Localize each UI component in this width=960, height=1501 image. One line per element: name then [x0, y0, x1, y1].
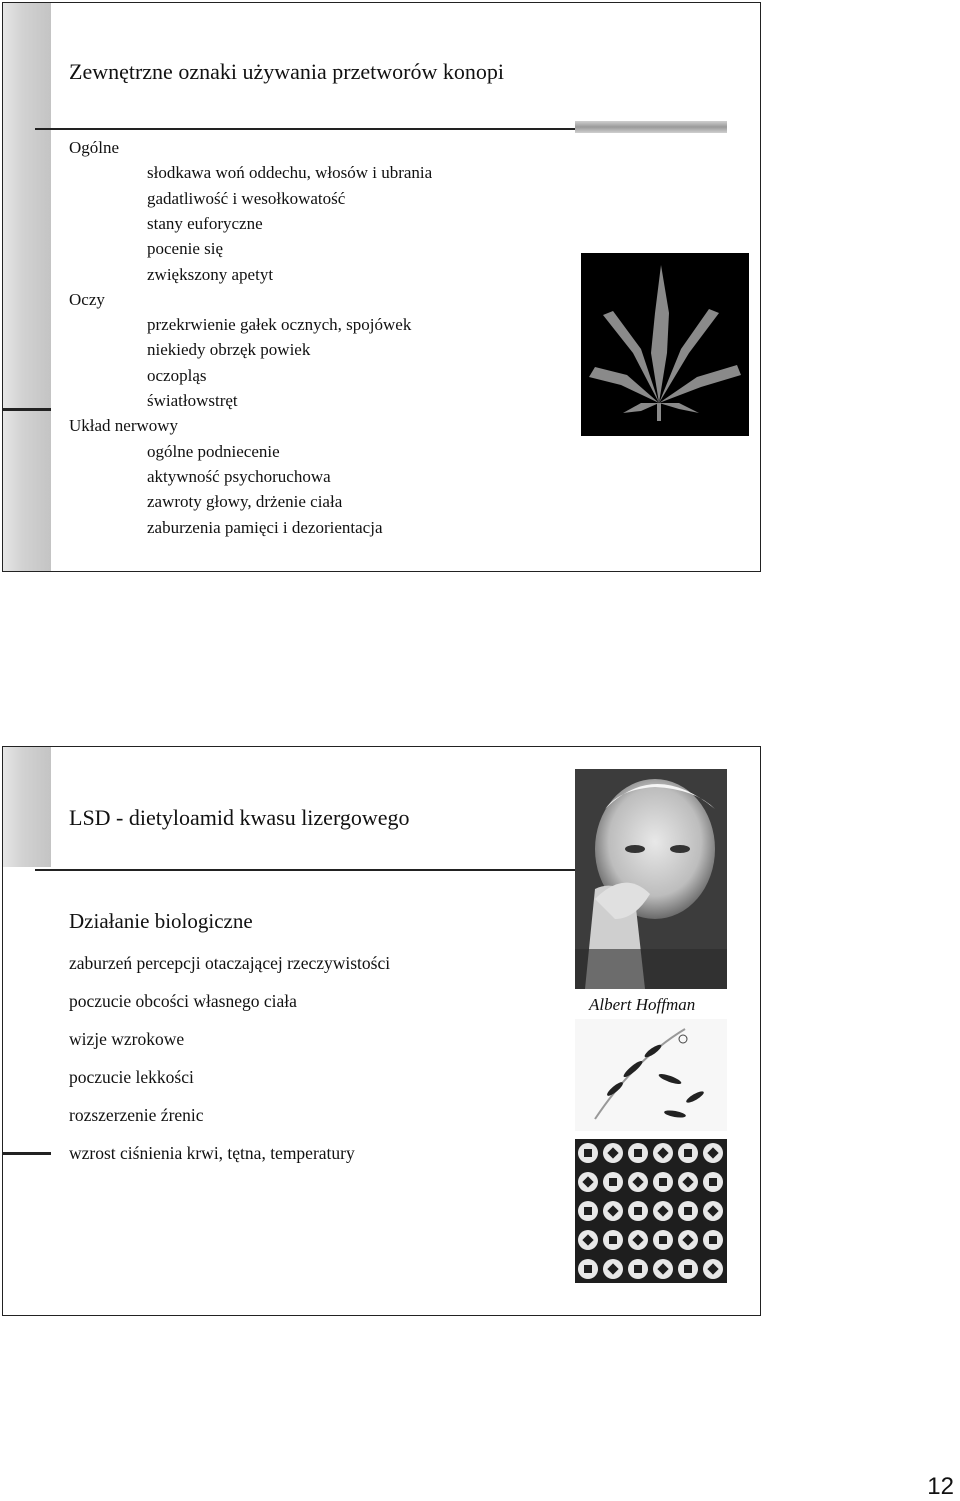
page-number: 12 — [927, 1473, 954, 1500]
symbol-mark — [659, 1236, 667, 1244]
symbol-mark — [709, 1178, 717, 1186]
symbol-mark — [709, 1236, 717, 1244]
symptom-item: niekiedy obrzęk powiek — [147, 340, 311, 360]
symbol-mark — [634, 1265, 642, 1273]
title-rule — [35, 128, 575, 130]
symbol-mark — [634, 1207, 642, 1215]
symptom-item: zwiększony apetyt — [147, 264, 274, 284]
title-rule — [35, 869, 575, 871]
symptom-item: zawroty głowy, drżenie ciała — [147, 492, 343, 512]
effect-item: zaburzeń percepcji otaczającej rzeczywistości — [69, 953, 391, 973]
symptom-item: słodkawa woń oddechu, włosów i ubrania — [147, 163, 433, 183]
title-rule-accent — [575, 121, 727, 133]
symbol-mark — [609, 1236, 617, 1244]
section-heading: Działanie biologiczne — [69, 909, 253, 933]
symptom-item: gadatliwość i wesołkowatość — [147, 188, 346, 208]
symptom-item: światłowstręt — [147, 391, 238, 410]
symptom-item: stany euforyczne — [147, 213, 263, 233]
slide-cannabis — [2, 2, 761, 572]
photo-caption: Albert Hoffman — [589, 995, 696, 1014]
left-tick — [3, 1152, 51, 1155]
slide-title: LSD - dietyloamid kwasu lizergowego — [69, 805, 410, 830]
effect-item: wizje wzrokowe — [69, 1029, 185, 1049]
portrait-photo — [575, 769, 727, 989]
effect-item: poczucie lekkości — [69, 1067, 194, 1087]
symptom-item: aktywność psychoruchowa — [147, 466, 331, 486]
effect-item: wzrost ciśnienia krwi, tętna, temperatury — [69, 1143, 355, 1163]
symbol-mark — [684, 1265, 692, 1273]
effect-item: poczucie obcości własnego ciała — [69, 991, 297, 1011]
cannabis-leaf-icon — [581, 253, 749, 436]
symbol-pattern — [575, 1139, 727, 1283]
slide-left-bar — [3, 747, 51, 867]
symptom-item: przekrwienie gałek ocznych, spojówek — [147, 315, 412, 335]
symbol-mark — [684, 1149, 692, 1157]
symbol-mark — [584, 1149, 592, 1157]
symptom-item: zaburzenia pamięci i dezorientacja — [147, 517, 383, 537]
symbol-mark — [584, 1207, 592, 1215]
effect-item: rozszerzenie źrenic — [69, 1105, 204, 1125]
category-label: Oczy — [69, 289, 105, 309]
ergot-illustration — [575, 1019, 727, 1131]
symbol-mark — [634, 1149, 642, 1157]
slide-lsd — [2, 746, 761, 1316]
symbol-mark — [659, 1178, 667, 1186]
category-label: Układ nerwowy — [69, 416, 179, 436]
slide-title: Zewnętrzne oznaki używania przetworów konopi — [69, 59, 504, 84]
symbol-mark — [609, 1178, 617, 1186]
symptom-item: oczopląs — [147, 365, 207, 385]
symbol-mark — [584, 1265, 592, 1273]
symptom-item: ogólne podniecenie — [147, 441, 280, 461]
symbol-mark — [684, 1207, 692, 1215]
symptom-item: pocenie się — [147, 239, 223, 259]
slide-left-bar — [3, 3, 51, 571]
left-tick — [3, 408, 51, 411]
category-label: Ogólne — [69, 138, 120, 157]
